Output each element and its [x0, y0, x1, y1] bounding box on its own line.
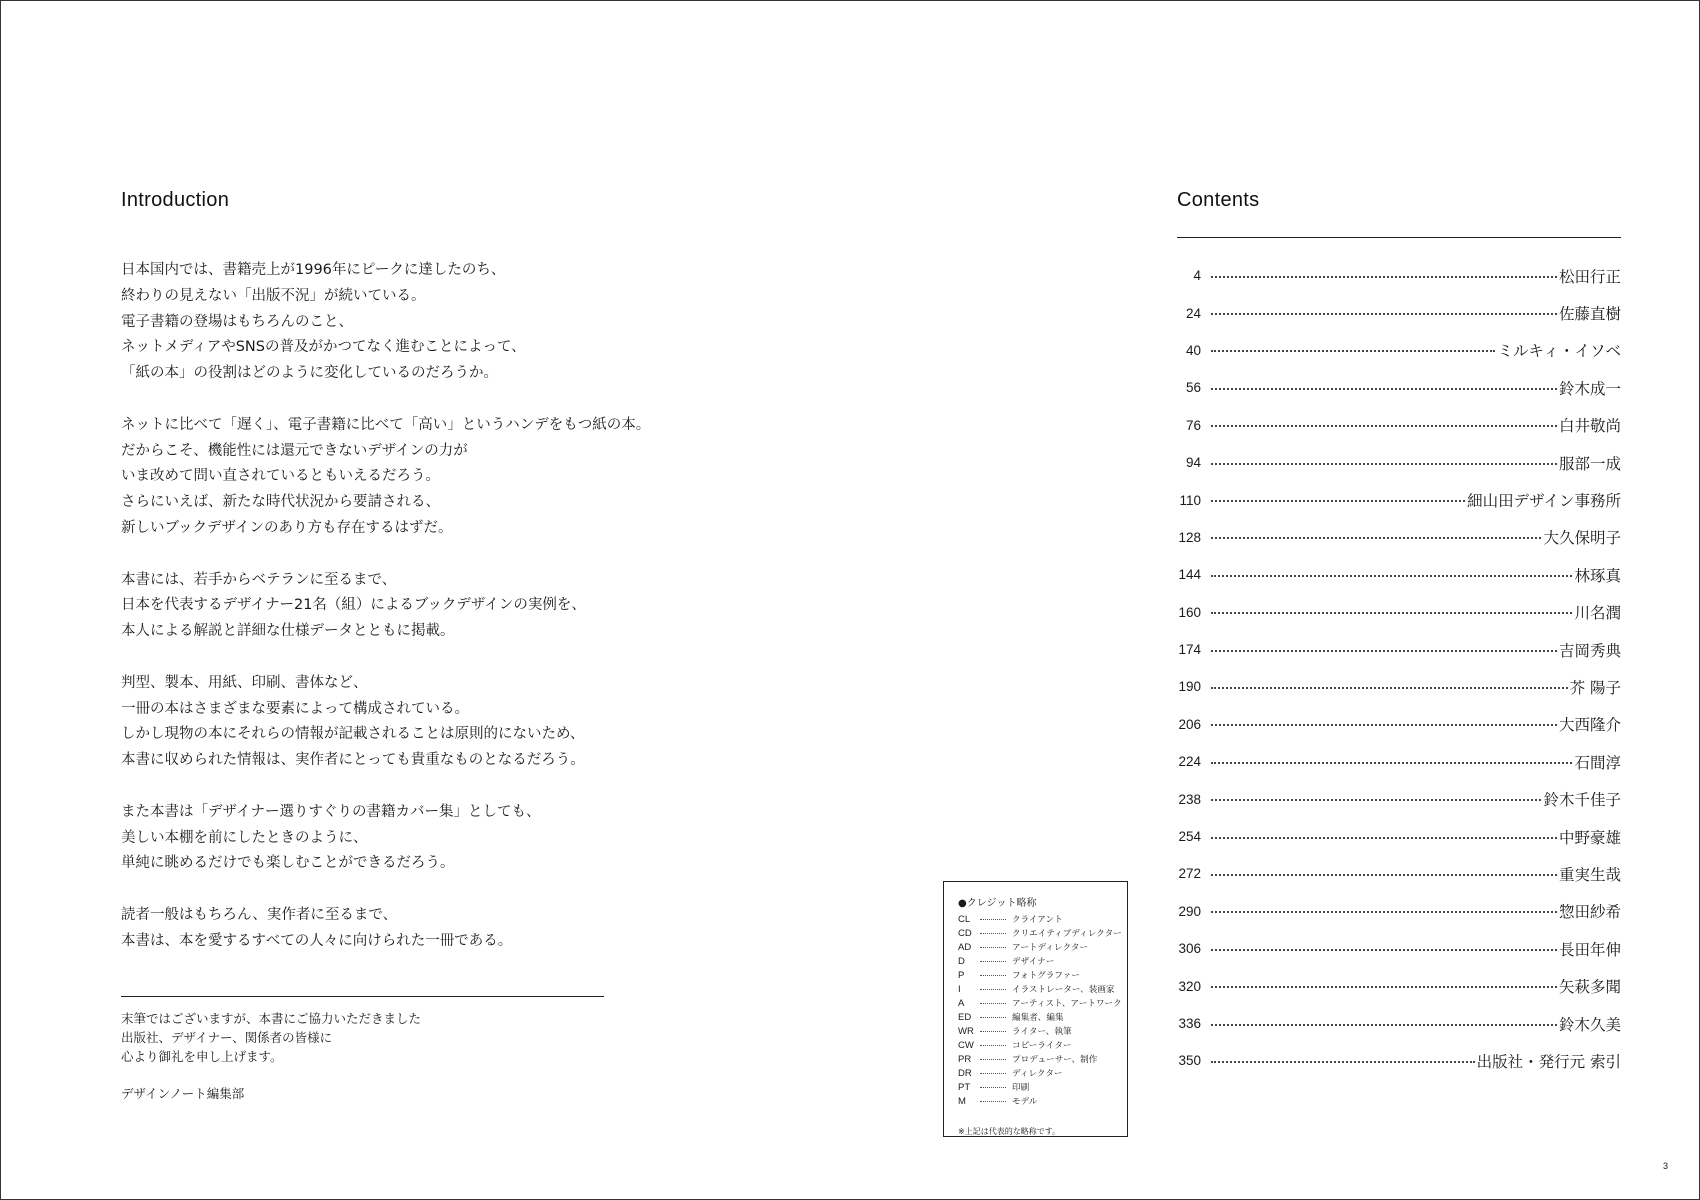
dot-leader [1211, 276, 1557, 278]
credit-item [958, 968, 1127, 982]
dot-leader [1211, 949, 1557, 951]
table-of-contents [1177, 257, 1621, 1080]
intro-paragraph [121, 413, 681, 542]
toc-page-number: 4 [1193, 268, 1201, 284]
credit-abbr: P [958, 969, 965, 981]
toc-page-number: 144 [1178, 567, 1201, 583]
credit-title: ●クレジット略称 [958, 898, 1037, 909]
toc-page-number: 110 [1179, 492, 1201, 508]
introduction-body [121, 258, 681, 980]
toc-designer-name: 重実生哉 [1558, 865, 1621, 884]
credit-abbr: CD [958, 927, 972, 939]
credit-abbr: ED [958, 1011, 972, 1023]
toc-designer-name: 細山田デザイン事務所 [1467, 492, 1621, 511]
dot-leader [1211, 350, 1495, 352]
credit-label: 編集者、編集 [1012, 1013, 1064, 1023]
dot-leader [1211, 612, 1572, 614]
dot-leader [1211, 762, 1572, 764]
toc-entry[interactable] [1177, 780, 1621, 817]
credit-label: クライアント [1012, 915, 1063, 925]
toc-designer-name: 出版社・発行元 索引 [1476, 1052, 1621, 1071]
dot-leader [1211, 911, 1557, 913]
credit-label: モデル [1012, 1097, 1038, 1107]
toc-entry[interactable] [1177, 930, 1621, 967]
toc-designer-name: 川名潤 [1574, 604, 1621, 623]
toc-designer-name: 大西隆介 [1558, 716, 1621, 735]
introduction-heading: Introduction [121, 189, 230, 211]
credit-label: クリエイティブディレクター [1012, 929, 1122, 939]
acknowledgement [121, 1009, 421, 1066]
text-line: また本書は「デザイナー選りすぐりの書籍カバー集」としても、 [121, 803, 541, 820]
toc-entry[interactable] [1177, 818, 1621, 855]
text-line: 本人による解説と詳細な仕様データとともに掲載。 [121, 623, 455, 640]
toc-entry[interactable] [1177, 481, 1621, 518]
credit-item [958, 912, 1127, 926]
divider [1177, 237, 1621, 238]
toc-designer-name: ミルキィ・イソベ [1497, 342, 1621, 361]
text-line: いま改めて問い直されているともいえるだろう。 [121, 468, 440, 485]
credit-item [958, 1010, 1127, 1024]
dot-leader [1211, 463, 1557, 465]
contents-heading: Contents [1177, 189, 1260, 211]
credit-abbr: A [958, 997, 965, 1009]
text-line: 美しい本棚を前にしたときのように、 [121, 829, 368, 846]
toc-entry[interactable] [1177, 294, 1621, 331]
toc-entry[interactable] [1177, 519, 1621, 556]
dot-leader [980, 1045, 1006, 1046]
toc-designer-name: 鈴木久美 [1558, 1015, 1621, 1034]
dot-leader [1211, 724, 1557, 726]
text-line: 終わりの見えない「出版不況」が続いている。 [121, 287, 426, 304]
dot-leader [980, 1017, 1006, 1018]
dot-leader [980, 975, 1006, 976]
toc-entry[interactable] [1177, 967, 1621, 1004]
credit-abbr: CW [958, 1039, 974, 1051]
text-line: 日本を代表するデザイナー21名（組）によるブックデザインの実例を、 [121, 597, 586, 614]
toc-page-number: 320 [1178, 978, 1201, 994]
dot-leader [980, 1031, 1006, 1032]
toc-designer-name: 芥 陽子 [1569, 678, 1621, 697]
toc-page-number: 56 [1185, 380, 1201, 396]
text-line: 単純に眺めるだけでも楽しむことができるだろう。 [121, 855, 455, 872]
credit-item [958, 1080, 1127, 1094]
text-line: しかし現物の本にそれらの情報が記載されることは原則的にないため、 [121, 726, 585, 743]
credit-abbr: M [958, 1095, 966, 1107]
dot-leader [980, 989, 1006, 990]
toc-entry[interactable] [1177, 668, 1621, 705]
toc-designer-name: 林琢真 [1574, 566, 1621, 585]
text-line: 新しいブックデザインのあり方も存在するはずだ。 [121, 519, 453, 536]
toc-entry[interactable] [1177, 407, 1621, 444]
credit-abbr: CL [958, 913, 971, 925]
credit-abbreviations-box [943, 881, 1128, 1137]
toc-page-number: 206 [1178, 716, 1201, 732]
credit-abbr: AD [958, 941, 972, 953]
credit-label: プロデューサー、制作 [1012, 1055, 1098, 1065]
credit-note: ※上記は代表的な略称です。 [958, 1127, 1061, 1136]
dot-leader [1211, 575, 1572, 577]
dot-leader [1211, 650, 1557, 652]
page-number: 3 [1663, 1161, 1669, 1171]
dot-leader [980, 961, 1006, 962]
intro-paragraph [121, 800, 681, 877]
dot-leader [1211, 874, 1557, 876]
dot-leader [980, 1073, 1006, 1074]
text-line: 判型、製本、用紙、印刷、書体など、 [121, 674, 368, 691]
credit-item [958, 1052, 1127, 1066]
credit-item [958, 1038, 1127, 1052]
toc-page-number: 306 [1178, 941, 1201, 957]
toc-entry[interactable] [1177, 594, 1621, 631]
toc-entry[interactable] [1177, 369, 1621, 406]
text-line: ネットに比べて「遅く」、電子書籍に比べて「高い」というハンデをもつ紙の本。 [121, 416, 651, 433]
credit-label: 印刷 [1012, 1083, 1030, 1093]
dot-leader [980, 1101, 1006, 1102]
dot-leader [980, 1087, 1006, 1088]
toc-page-number: 24 [1185, 305, 1201, 321]
toc-entry[interactable] [1177, 1042, 1621, 1079]
text-line: 心より御礼を申し上げます。 [121, 1049, 283, 1064]
toc-entry[interactable] [1177, 444, 1621, 481]
toc-designer-name: 矢萩多聞 [1558, 978, 1621, 997]
credit-label: アーティスト、アートワーク [1012, 999, 1122, 1009]
dot-leader [980, 1003, 1006, 1004]
intro-paragraph [121, 903, 681, 955]
toc-designer-name: 長田年伸 [1558, 940, 1621, 959]
credit-abbr: PR [958, 1053, 972, 1065]
toc-entry[interactable] [1177, 257, 1621, 294]
toc-entry[interactable] [1177, 706, 1621, 743]
text-line: 一冊の本はさまざまな要素によって構成されている。 [121, 700, 469, 717]
dot-leader [1211, 687, 1568, 689]
toc-page-number: 128 [1178, 529, 1201, 545]
credit-abbr: PT [958, 1081, 971, 1093]
toc-page-number: 76 [1185, 417, 1201, 433]
toc-page-number: 174 [1178, 642, 1201, 658]
dot-leader [1211, 425, 1557, 427]
credit-item [958, 1066, 1127, 1080]
text-line: 本書には、若手からベテランに至るまで、 [121, 571, 397, 588]
credit-label: ライター、執筆 [1012, 1027, 1072, 1037]
toc-page-number: 254 [1178, 829, 1201, 845]
toc-entry[interactable] [1177, 855, 1621, 892]
dot-leader [1211, 313, 1557, 315]
toc-entry[interactable] [1177, 743, 1621, 780]
signature: デザインノート編集部 [121, 1086, 245, 1101]
toc-entry[interactable] [1177, 893, 1621, 930]
toc-page-number: 350 [1178, 1053, 1201, 1069]
dot-leader [1211, 837, 1557, 839]
toc-page-number: 336 [1178, 1016, 1201, 1031]
toc-designer-name: 服部一成 [1558, 454, 1621, 473]
text-line: 出版社、デザイナー、関係者の皆様に [121, 1030, 333, 1045]
toc-page-number: 238 [1178, 791, 1201, 807]
toc-designer-name: 吉岡秀典 [1558, 641, 1621, 660]
intro-paragraph [121, 568, 681, 645]
credit-item [958, 1094, 1127, 1108]
text-line: だからこそ、機能性には還元できないデザインの力が [121, 442, 468, 459]
toc-page-number: 190 [1178, 679, 1201, 695]
credit-label: イラストレーター、装画家 [1012, 985, 1115, 995]
dot-leader [980, 1059, 1006, 1060]
dot-leader [1211, 500, 1465, 502]
credit-label: デザイナー [1012, 957, 1055, 967]
toc-page-number: 94 [1185, 455, 1201, 471]
toc-designer-name: 白井敬尚 [1558, 417, 1621, 436]
toc-designer-name: 大久保明子 [1543, 529, 1621, 548]
toc-designer-name: 鈴木千佳子 [1543, 791, 1621, 810]
toc-designer-name: 中野豪雄 [1558, 828, 1621, 847]
dot-leader [1211, 388, 1557, 390]
text-line: 末筆ではございますが、本書にご協力いただきました [121, 1011, 422, 1026]
credit-label: ディレクター [1012, 1069, 1063, 1079]
dot-leader [980, 919, 1006, 920]
toc-page-number: 224 [1178, 754, 1201, 770]
dot-leader [980, 947, 1006, 948]
text-line: 日本国内では、書籍売上が1996年にピークに達したのち、 [121, 262, 506, 278]
toc-entry[interactable] [1177, 556, 1621, 593]
credit-abbr: D [958, 955, 965, 967]
toc-page-number: 160 [1178, 604, 1201, 620]
text-line: 本書は、本を愛するすべての人々に向けられた一冊である。 [121, 932, 513, 949]
text-line: 読者一般はもちろん、実作者に至るまで、 [121, 906, 398, 923]
credit-abbr: I [958, 983, 961, 995]
toc-designer-name: 松田行正 [1558, 267, 1621, 286]
toc-entry[interactable] [1177, 631, 1621, 668]
credit-item [958, 982, 1127, 996]
toc-designer-name: 惣田紗希 [1558, 903, 1621, 922]
credit-item [958, 996, 1127, 1010]
toc-entry[interactable] [1177, 1005, 1621, 1042]
credit-abbr: DR [958, 1067, 972, 1079]
dot-leader [980, 933, 1006, 934]
text-line: さらにいえば、新たな時代状況から要請される、 [121, 494, 440, 511]
credit-label: コピーライター [1012, 1041, 1072, 1051]
toc-designer-name: 石間淳 [1574, 753, 1621, 772]
toc-designer-name: 鈴木成一 [1558, 379, 1621, 398]
toc-entry[interactable] [1177, 332, 1621, 369]
dot-leader [1211, 799, 1541, 801]
dot-leader [1211, 537, 1541, 539]
text-line: 「紙の本」の役割はどのように変化しているのだろうか。 [121, 365, 498, 382]
dot-leader [1211, 986, 1557, 988]
toc-page-number: 290 [1178, 903, 1201, 919]
divider [121, 996, 604, 997]
credit-item [958, 1024, 1127, 1038]
intro-paragraph [121, 258, 681, 387]
intro-paragraph [121, 671, 681, 774]
text-line: 本書に収められた情報は、実作者にとっても貴重なものとなるだろう。 [121, 752, 585, 769]
text-line: ネットメディアやSNSの普及がかつてなく進むことによって、 [121, 339, 526, 356]
toc-designer-name: 佐藤直樹 [1558, 305, 1621, 324]
credit-label: アートディレクター [1012, 943, 1089, 953]
credit-item [958, 954, 1127, 968]
credit-item [958, 940, 1127, 954]
toc-page-number: 40 [1185, 342, 1201, 358]
credit-label: フォトグラファー [1012, 971, 1080, 981]
text-line: 電子書籍の登場はもちろんのこと、 [121, 313, 353, 330]
dot-leader [1211, 1024, 1557, 1026]
dot-leader [1211, 1061, 1475, 1063]
credit-item [958, 926, 1127, 940]
toc-page-number: 272 [1178, 866, 1201, 882]
credit-abbr: WR [958, 1025, 974, 1037]
